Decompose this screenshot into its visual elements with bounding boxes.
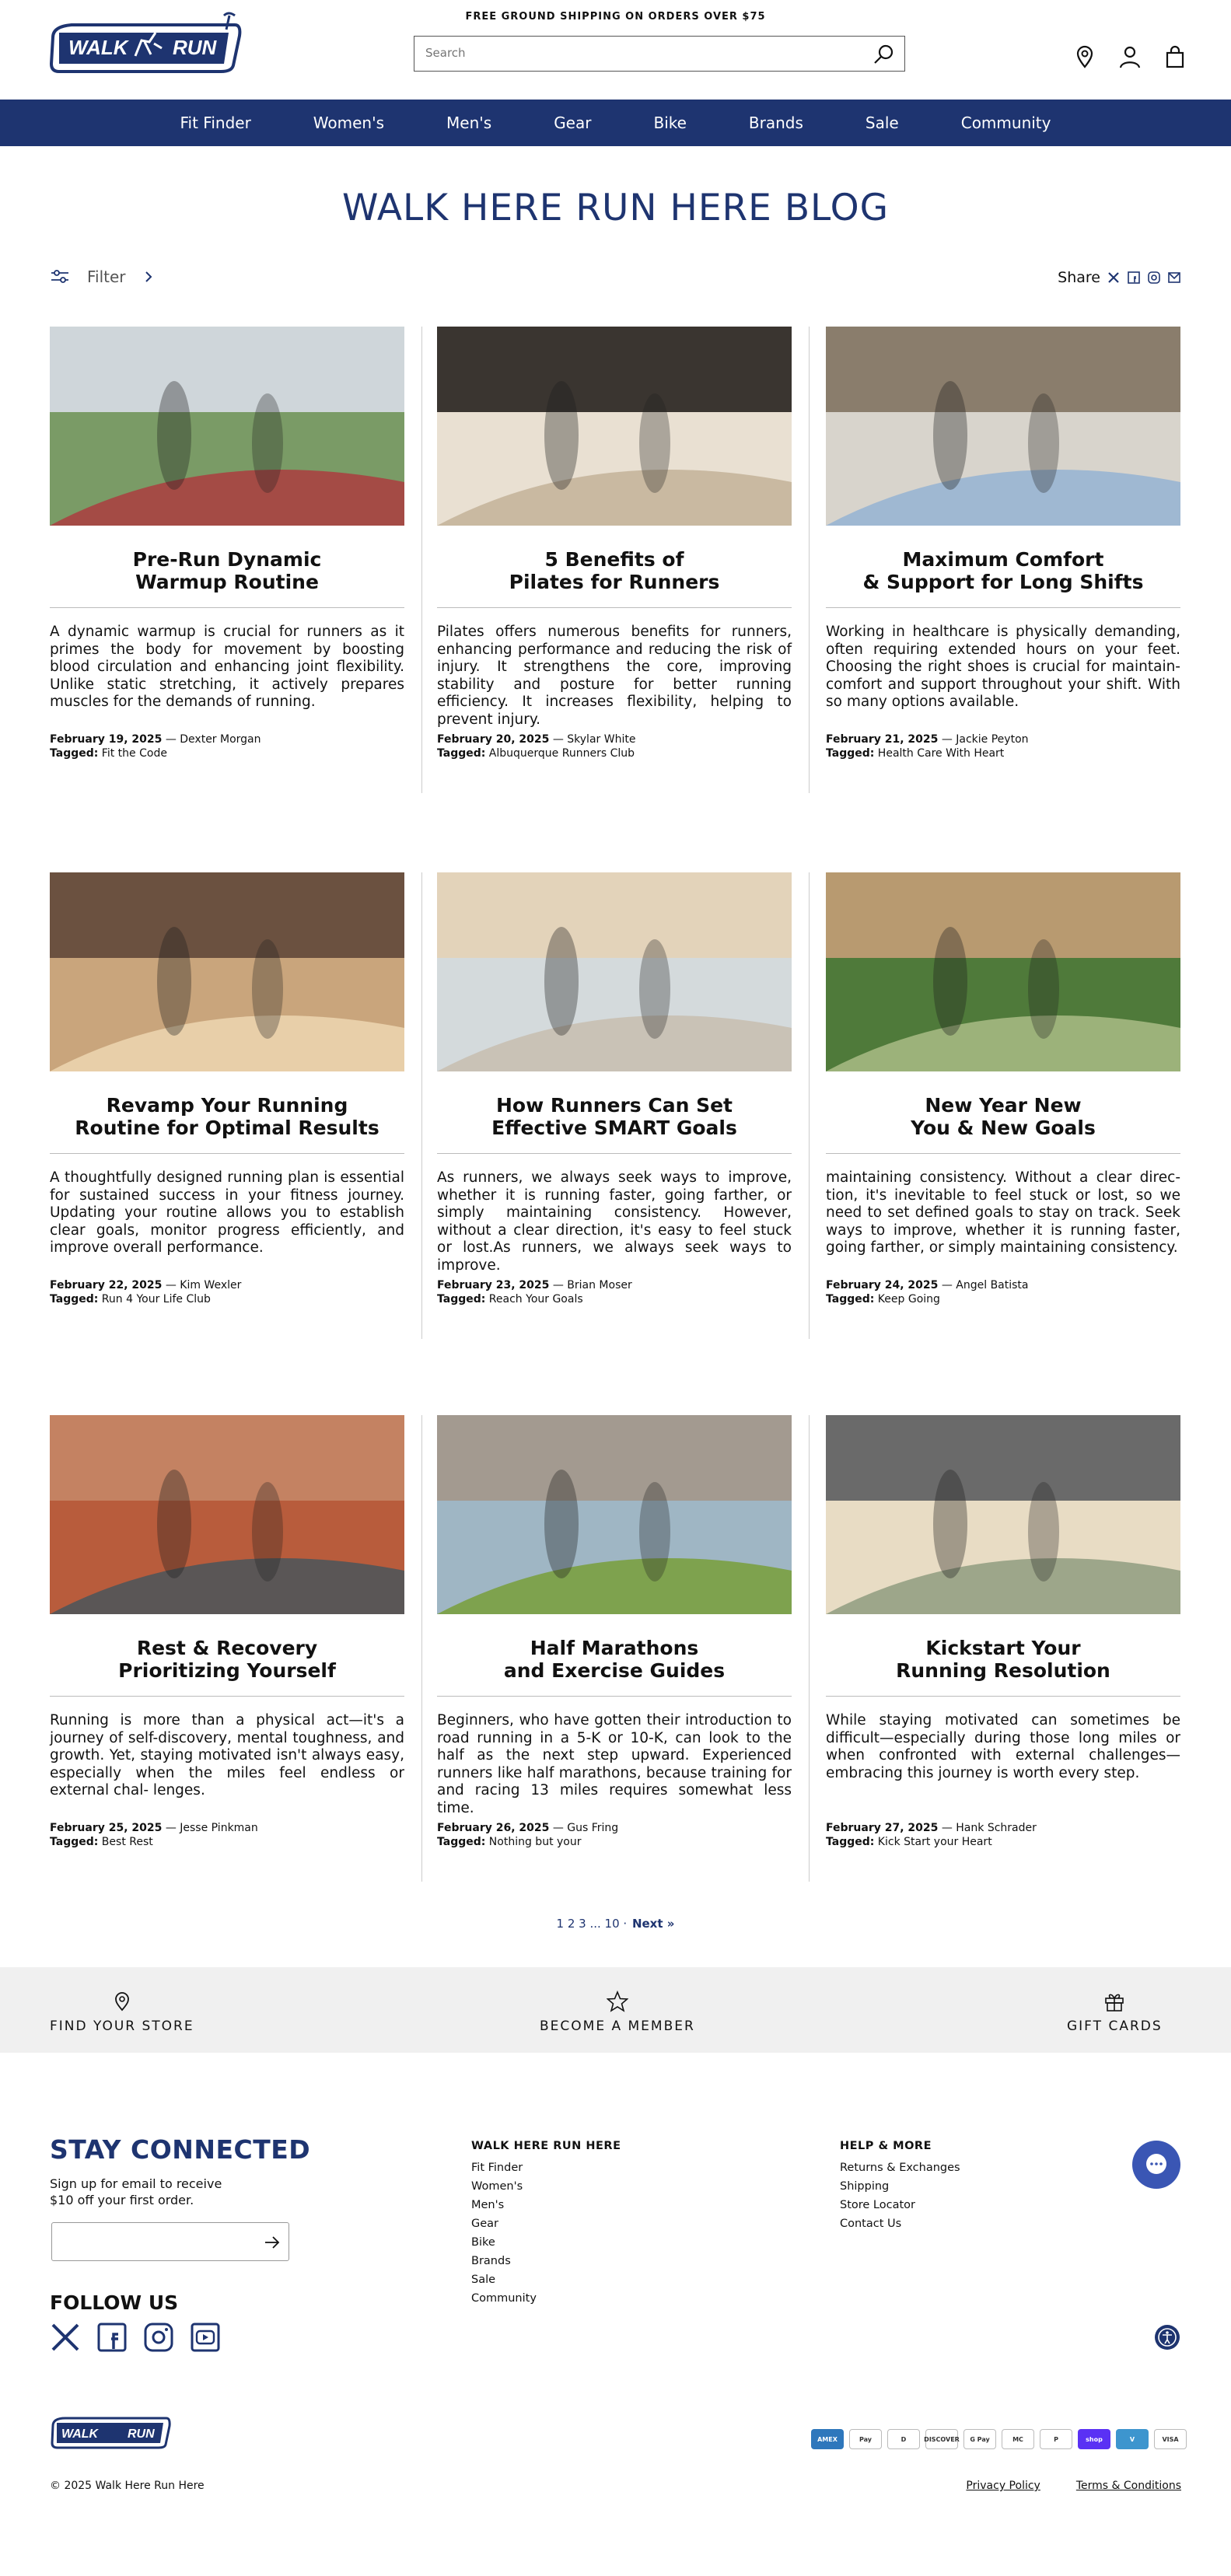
tagged-label: Tagged:	[50, 1836, 99, 1848]
payment-badge: G Pay	[963, 2429, 996, 2449]
blog-post-excerpt: While staying motivated can sometimes be difficult—especially during those long miles or when confronted with external challenges—embracing this journey is worth every step.	[826, 1712, 1180, 1781]
divider	[826, 607, 1180, 608]
blog-post-image[interactable]	[50, 872, 404, 1071]
payment-badge: DISCOVER	[925, 2429, 958, 2449]
blog-post-card[interactable]	[437, 1415, 792, 1849]
blog-post-title[interactable]: How Runners Can Set Effective SMART Goals	[491, 1094, 737, 1139]
blog-post-meta	[826, 732, 1180, 760]
payment-badge: P	[1040, 2429, 1072, 2449]
post-author: — Jesse Pinkman	[162, 1822, 258, 1834]
blog-post-image[interactable]	[826, 327, 1180, 526]
tagged-label: Tagged:	[437, 747, 486, 760]
instagram-icon[interactable]	[1147, 271, 1161, 285]
services-band	[0, 1967, 1231, 2053]
blog-post-meta	[50, 732, 404, 760]
blog-post-title[interactable]: 5 Benefits of Pilates for Runners	[509, 548, 720, 593]
logo-text-walk: WALK	[68, 36, 128, 59]
blog-post-excerpt: maintaining consistency. Without a clear direc- tion, it's inevitable to feel stuck or lost, so we need to set defined goals to stay on track. Seek ways to improve, whether it is running faster, going farther, or simply maintaining consistency.	[826, 1169, 1180, 1257]
payment-methods	[811, 2429, 1187, 2449]
footer-link[interactable]: Sale	[471, 2274, 496, 2286]
accessibility-icon	[1155, 2325, 1180, 2350]
footer-link[interactable]: Fit Finder	[471, 2162, 523, 2174]
footer-column-help	[840, 2137, 960, 2233]
post-tag[interactable]: Nothing but your	[485, 1836, 582, 1848]
blog-post-image[interactable]	[50, 1415, 404, 1614]
blog-post-title[interactable]: Half Marathons and Exercise Guides	[503, 1637, 726, 1682]
search-bar[interactable]	[414, 36, 905, 72]
divider	[437, 607, 792, 608]
privacy-policy-link[interactable]: Privacy Policy	[966, 2480, 1040, 2492]
filter-toggle[interactable]	[50, 267, 154, 286]
footer-logo-text-walk: WALK	[61, 2427, 99, 2441]
tagged-label: Tagged:	[826, 1293, 875, 1305]
cart-icon[interactable]	[1162, 44, 1188, 70]
tagged-label: Tagged:	[50, 1293, 99, 1305]
blog-post-meta	[50, 1278, 404, 1306]
gift-cards-link[interactable]	[1067, 1991, 1163, 2034]
nav-item-fit-finder[interactable]: Fit Finder	[180, 114, 251, 132]
post-date: February 27, 2025	[826, 1822, 939, 1834]
blog-post-image[interactable]	[50, 327, 404, 526]
tagged-label: Tagged:	[826, 747, 875, 760]
column-divider	[809, 327, 810, 793]
tagged-label: Tagged:	[437, 1836, 486, 1848]
become-member-label: BECOME A MEMBER	[540, 2019, 695, 2034]
blog-post-image[interactable]	[437, 327, 792, 526]
post-tag[interactable]: Fit the Code	[98, 747, 167, 760]
stay-connected-heading: STAY CONNECTED	[50, 2134, 311, 2165]
column-divider	[809, 1415, 810, 1882]
nav-item-mens[interactable]: Men's	[446, 114, 492, 132]
footer-column-title: HELP & MORE	[840, 2140, 932, 2152]
blog-post-excerpt: As runners, we always seek ways to improve, whether it is running faster, going farther, or simply maintaining consistency. However, without a clear direction, it's easy to feel stuck or lost.As runners, we always seek ways to improve.	[437, 1169, 792, 1274]
footer-link[interactable]: Gear	[471, 2218, 499, 2230]
blog-post-excerpt: Working in healthcare is physically demanding, often requiring extended hours on your feet. Choosing the right shoes is crucial for maintain- comfort and support throughout your shift. With so many options available.	[826, 624, 1180, 711]
blog-post-title[interactable]: New Year New You & New Goals	[911, 1094, 1096, 1139]
post-author: — Hank Schrader	[938, 1822, 1037, 1834]
blog-post-excerpt: A thoughtfully designed running plan is essential for sustained success in your fitness journey. Updating your routine allows you to establish clear goals, monitor progress efficiently, and improve overall performance.	[50, 1169, 404, 1257]
nav-item-sale[interactable]: Sale	[865, 114, 899, 132]
post-author: — Gus Fring	[549, 1822, 619, 1834]
arrow-right-icon[interactable]	[264, 2234, 281, 2251]
chat-widget-button[interactable]	[1132, 2141, 1180, 2189]
share-label: Share	[1058, 269, 1100, 286]
post-author: — Skylar White	[549, 733, 636, 746]
search-input[interactable]	[425, 46, 861, 60]
post-tag[interactable]: Keep Going	[874, 1293, 940, 1305]
page-title: WALK HERE RUN HERE BLOG	[342, 187, 889, 229]
column-divider	[809, 872, 810, 1339]
blog-post-meta	[437, 1278, 792, 1306]
payment-badge: VISA	[1154, 2429, 1187, 2449]
post-tag[interactable]: Best Rest	[98, 1836, 153, 1848]
newsletter-line-1: Sign up for email to receive	[50, 2176, 222, 2191]
find-store-label: FIND YOUR STORE	[50, 2019, 194, 2034]
payment-badge: V	[1116, 2429, 1149, 2449]
divider	[50, 607, 404, 608]
footer-link[interactable]: Returns & Exchanges	[840, 2162, 960, 2174]
blog-post-meta	[826, 1821, 1180, 1849]
blog-post-title[interactable]: Rest & Recovery Prioritizing Yourself	[118, 1637, 336, 1682]
post-author: — Dexter Morgan	[162, 733, 261, 746]
blog-post-image[interactable]	[826, 872, 1180, 1071]
footer-link[interactable]: Contact Us	[840, 2218, 902, 2230]
post-date: February 22, 2025	[50, 1279, 163, 1291]
payment-badge: Pay	[849, 2429, 882, 2449]
location-pin-icon[interactable]	[1072, 44, 1098, 70]
column-divider	[421, 1415, 422, 1882]
email-signup-field[interactable]	[51, 2222, 289, 2261]
blog-post-image[interactable]	[437, 1415, 792, 1614]
share-bar	[1058, 269, 1181, 286]
gift-icon	[1103, 1991, 1125, 2012]
footer-link[interactable]: Bike	[471, 2236, 495, 2249]
newsletter-line-2: $10 off your first order.	[50, 2193, 194, 2207]
terms-conditions-link[interactable]: Terms & Conditions	[1075, 2480, 1181, 2492]
tagged-label: Tagged:	[50, 747, 99, 760]
star-icon	[607, 1991, 628, 2012]
nav-item-community[interactable]: Community	[960, 114, 1051, 132]
payment-badge: AMEX	[811, 2429, 844, 2449]
blog-post-image[interactable]	[437, 872, 792, 1071]
blog-post-title[interactable]: Kickstart Your Running Resolution	[896, 1637, 1110, 1682]
copyright: © 2025 Walk Here Run Here	[50, 2480, 205, 2492]
footer-link[interactable]: Men's	[471, 2199, 505, 2211]
logo-text-run: RUN	[173, 36, 217, 59]
payment-badge: D	[887, 2429, 920, 2449]
filter-label: Filter	[87, 267, 126, 286]
footer-link[interactable]: Women's	[471, 2180, 523, 2193]
divider	[826, 1696, 1180, 1697]
next-page-link[interactable]: Next »	[631, 1917, 675, 1931]
column-divider	[421, 872, 422, 1339]
newsletter-text	[50, 2176, 252, 2208]
post-date: February 20, 2025	[437, 733, 550, 746]
footer-logo[interactable]	[50, 2409, 173, 2449]
post-tag[interactable]: Health Care With Heart	[874, 747, 1005, 760]
facebook-icon[interactable]	[1127, 271, 1141, 285]
footer-link[interactable]: Store Locator	[840, 2199, 916, 2211]
location-pin-icon	[111, 1991, 133, 2012]
pagination-pages[interactable]: 1 2 3 ... 10 ·	[556, 1917, 631, 1931]
nav-item-gear[interactable]: Gear	[554, 114, 592, 132]
gift-cards-label: GIFT CARDS	[1067, 2019, 1163, 2034]
blog-post-excerpt: A dynamic warmup is crucial for runners as it primes the body for movement by boosting blood circulation and enhancing joint flexibility. Unlike static stretching, it actively prepares muscles for the demands of running.	[50, 624, 404, 711]
payment-badge: MC	[1002, 2429, 1034, 2449]
facebook-icon[interactable]	[96, 2322, 128, 2353]
blog-post-meta	[50, 1821, 404, 1849]
post-date: February 25, 2025	[50, 1822, 163, 1834]
post-date: February 23, 2025	[437, 1279, 550, 1291]
post-date: February 19, 2025	[50, 733, 163, 746]
blog-post-card[interactable]	[437, 872, 792, 1306]
account-icon[interactable]	[1117, 44, 1143, 70]
post-author: — Brian Moser	[549, 1279, 632, 1291]
tagged-label: Tagged:	[437, 1293, 486, 1305]
divider	[50, 1696, 404, 1697]
post-tag[interactable]: Run 4 Your Life Club	[98, 1293, 211, 1305]
blog-post-excerpt: Pilates offers numerous benefits for runners, enhancing performance and reducing the risk of injury. It strengthens the core, improving stability and posture for better running efficiency. It increases flexibility, helping to prevent injury.	[437, 624, 792, 728]
blog-post-meta	[437, 1821, 792, 1849]
pagination	[0, 1917, 1231, 1931]
nav-item-womens[interactable]: Women's	[313, 114, 385, 132]
footer-logo-text-run: RUN	[128, 2427, 155, 2441]
post-date: February 21, 2025	[826, 733, 939, 746]
x-icon[interactable]	[1107, 271, 1121, 285]
blog-post-card[interactable]	[50, 1415, 404, 1849]
column-divider	[421, 327, 422, 793]
divider	[50, 1153, 404, 1154]
post-tag[interactable]: Reach Your Goals	[485, 1293, 583, 1305]
email-icon[interactable]	[1167, 271, 1181, 285]
find-store-link[interactable]	[50, 1991, 194, 2034]
instagram-icon[interactable]	[143, 2322, 174, 2353]
divider	[437, 1696, 792, 1697]
payment-badge: shop	[1078, 2429, 1110, 2449]
chevron-right-icon	[143, 271, 154, 283]
blog-post-title[interactable]: Pre-Run Dynamic Warmup Routine	[132, 548, 322, 593]
post-author: — Jackie Peyton	[938, 733, 1029, 746]
post-author: — Angel Batista	[938, 1279, 1029, 1291]
chat-bubble-icon	[1132, 2141, 1180, 2189]
post-tag[interactable]: Albuquerque Runners Club	[485, 747, 635, 760]
promo-banner: FREE GROUND SHIPPING ON ORDERS OVER $75	[465, 11, 766, 23]
nav-item-brands[interactable]: Brands	[748, 114, 803, 132]
blog-post-image[interactable]	[826, 1415, 1180, 1614]
post-tag[interactable]: Kick Start your Heart	[874, 1836, 992, 1848]
blog-post-card[interactable]	[826, 327, 1180, 760]
divider	[826, 1153, 1180, 1154]
nav-item-bike[interactable]: Bike	[653, 114, 687, 132]
follow-us-heading: FOLLOW US	[50, 2291, 179, 2314]
blog-post-card[interactable]	[50, 327, 404, 760]
search-icon[interactable]	[872, 43, 895, 66]
blog-post-meta	[437, 732, 792, 760]
accessibility-button[interactable]	[1155, 2325, 1180, 2350]
blog-post-title[interactable]: Maximum Comfort & Support for Long Shifts	[862, 548, 1144, 593]
post-date: February 24, 2025	[826, 1279, 939, 1291]
tagged-label: Tagged:	[826, 1836, 875, 1848]
blog-post-excerpt: Beginners, who have gotten their introduction to road running in a 5-K or 10-K, can look to the half as the next step upward. Experienced runners like half marathons, because training for and racing 13 miles requires somewhat less time.	[437, 1712, 792, 1816]
blog-post-title[interactable]: Revamp Your Running Routine for Optimal Results	[75, 1094, 379, 1139]
post-date: February 26, 2025	[437, 1822, 550, 1834]
blog-post-card[interactable]	[826, 872, 1180, 1306]
site-logo[interactable]	[48, 9, 243, 73]
footer-column-brand	[471, 2137, 621, 2308]
become-member-link[interactable]	[540, 1991, 695, 2034]
blog-post-card[interactable]	[826, 1415, 1180, 1849]
footer-link[interactable]: Community	[471, 2292, 537, 2305]
youtube-icon[interactable]	[190, 2322, 221, 2353]
main-nav	[0, 100, 1231, 146]
footer-link[interactable]: Brands	[471, 2255, 511, 2267]
filter-sliders-icon	[50, 269, 70, 285]
blog-post-card[interactable]	[50, 872, 404, 1306]
blog-post-excerpt: Running is more than a physical act—it's a journey of self-discovery, mental toughness, and growth. Yet, staying motivated isn't always easy, especially when the miles feel endless or external chal- lenges.	[50, 1712, 404, 1799]
blog-post-meta	[826, 1278, 1180, 1306]
footer-column-title: WALK HERE RUN HERE	[471, 2140, 621, 2152]
footer-link[interactable]: Shipping	[840, 2180, 890, 2193]
divider	[437, 1153, 792, 1154]
x-icon[interactable]	[50, 2322, 81, 2353]
blog-post-card[interactable]	[437, 327, 792, 760]
post-author: — Kim Wexler	[162, 1279, 242, 1291]
